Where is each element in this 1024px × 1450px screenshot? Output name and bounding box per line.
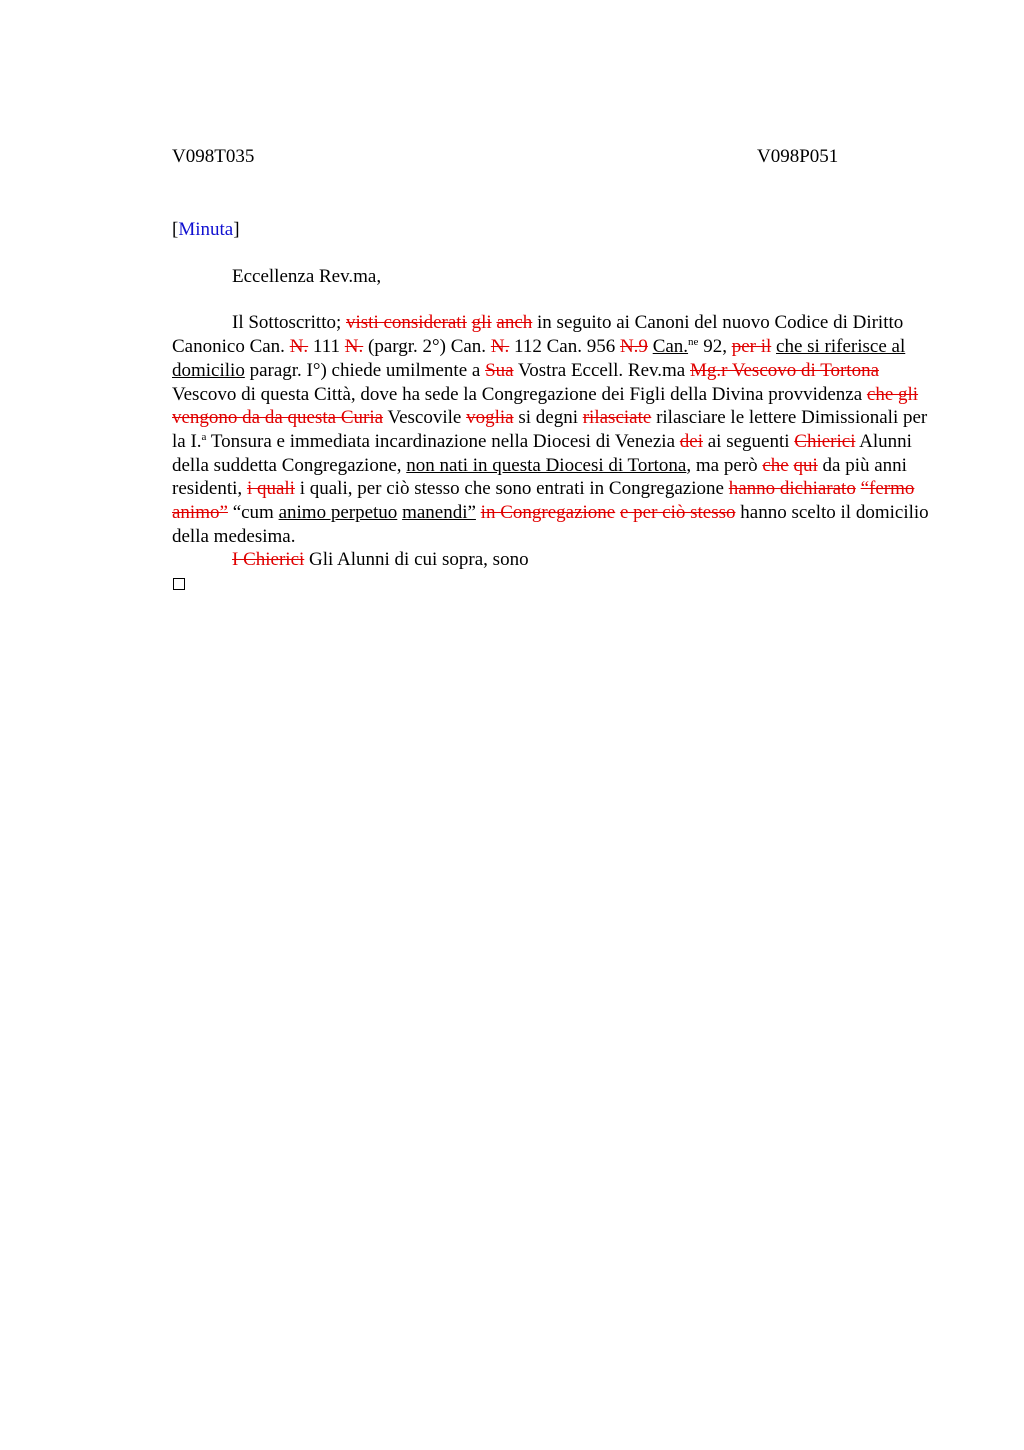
deleted-text: anch — [496, 312, 533, 334]
text-run: Il Sottoscritto; — [232, 312, 346, 334]
deleted-text: in Congregazione — [480, 502, 616, 524]
underlined-text: non nati in questa Diocesi di Tortona — [406, 454, 687, 476]
superscript-text: ne — [688, 336, 699, 349]
text-run: in seguito ai Canoni del nuovo Codice di Diritto Canonico Can. — [172, 312, 904, 358]
deleted-text: che gli vengono da da questa Curia — [172, 383, 919, 429]
deleted-text: hanno dichiarato — [728, 478, 856, 500]
deleted-text: voglia — [466, 407, 514, 429]
closing-paragraph — [172, 548, 932, 572]
reference-left: V098T035 — [172, 146, 255, 167]
text-run: Vescovile — [383, 407, 467, 429]
deleted-text: i quali — [246, 478, 295, 500]
text-run: Alunni della suddetta Congregazione, — [172, 430, 912, 476]
salutation: Eccellenza Rev.ma, — [232, 265, 382, 287]
text-run: paragr. I°) chiede umilmente a — [244, 359, 486, 381]
text-run: 111 — [308, 336, 345, 358]
deleted-text: dei — [679, 430, 703, 452]
text-run: (pargr. 2°) Can. — [363, 336, 491, 358]
text-run: ai seguenti — [702, 430, 795, 452]
deleted-text: “fermo animo” — [172, 478, 915, 524]
minuta-bracket-close: ] — [233, 219, 240, 240]
deleted-text: visti considerati — [346, 312, 467, 334]
text-run: “cum — [227, 502, 279, 524]
reference-right: V098P051 — [757, 146, 839, 167]
deleted-text: N. — [490, 336, 510, 358]
text-run: i quali, per ciò stesso che sono entrati in Congregazione — [294, 478, 729, 500]
deleted-text: e per ciò stesso — [619, 502, 736, 524]
text-run: rilasciare le lettere Dimissionali per la I. — [172, 407, 928, 452]
deleted-text: gli — [471, 312, 492, 334]
body-paragraph — [172, 311, 932, 548]
minuta-label: Minuta — [178, 219, 234, 240]
deleted-text: N.9 — [619, 336, 648, 358]
text-run: Tonsura e immediata incardinazione nella Diocesi di Venezia — [206, 430, 680, 452]
minuta-bracket-open: [ — [172, 219, 179, 240]
underlined-text: manendi” — [402, 502, 476, 524]
minuta-heading — [172, 218, 932, 242]
deleted-text: che — [762, 454, 789, 476]
deleted-text: Chierici — [794, 430, 856, 452]
deleted-text: N. — [344, 336, 364, 358]
underlined-text: Can. — [652, 336, 689, 358]
deleted-text: I Chierici — [232, 549, 305, 571]
text-run: Gli Alunni di cui sopra, sono — [304, 549, 529, 571]
text-run: , ma però — [686, 454, 763, 476]
text-run: hanno scelto il domicilio della medesima. — [172, 502, 929, 547]
text-run: Vescovo di questa Città, dove ha sede la Congregazione dei Figli della Divina provvidenza — [172, 383, 867, 405]
deleted-text: Mg.r Vescovo di Tortona — [690, 359, 880, 381]
deleted-text: N. — [289, 336, 309, 358]
underlined-text: che si riferisce al domicilio — [172, 336, 906, 381]
deleted-text: rilasciate — [582, 407, 652, 429]
text-run: Vostra Eccell. Rev.ma — [513, 359, 690, 381]
text-run: 112 Can. 956 — [509, 336, 620, 358]
end-marker — [172, 572, 932, 596]
deleted-text: Sua — [485, 359, 514, 381]
underlined-text: animo perpetuo — [278, 502, 398, 524]
text-run: si degni — [513, 407, 583, 429]
superscript-text: a — [201, 430, 207, 443]
empty-square-icon — [173, 578, 185, 590]
deleted-text: per il — [731, 336, 772, 358]
text-run: da più anni residenti, — [172, 454, 907, 500]
deleted-text: qui — [793, 454, 818, 476]
document-page — [172, 145, 932, 596]
reference-header — [172, 145, 932, 169]
text-run: 92, — [698, 336, 732, 358]
